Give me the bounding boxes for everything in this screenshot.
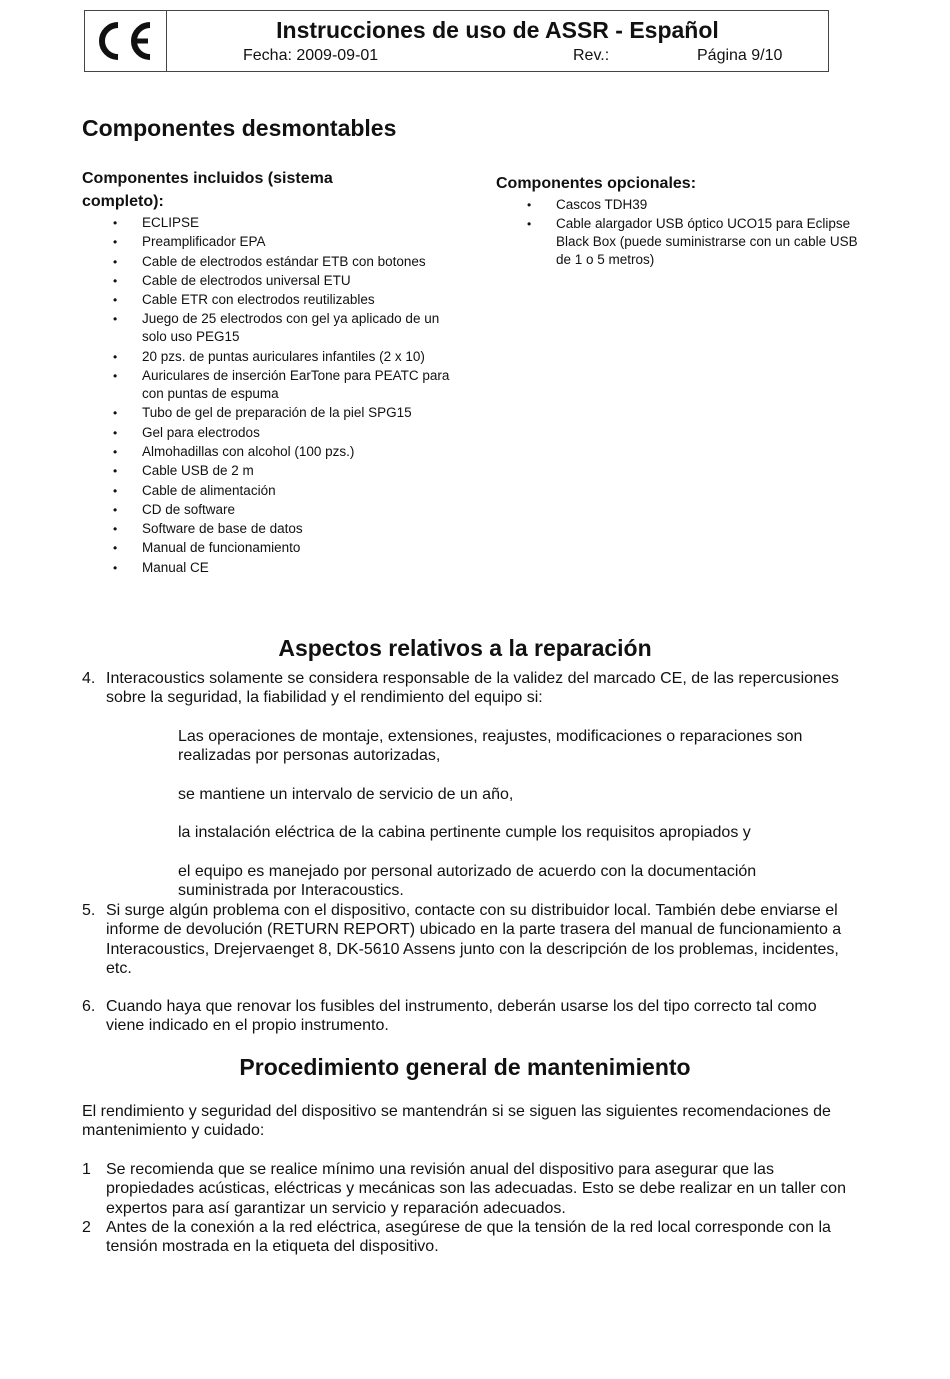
repair-condition: el equipo es manejado por personal autorizado de acuerdo con la documentación suministrada por Interacoustics. [178, 863, 757, 900]
optional-components-heading: Componentes opcionales: [496, 175, 697, 192]
maintenance-item-1: Se recomienda que se realice mínimo una revisión anual del dispositivo para asegurar que las propiedades acústicas, eléctricas y mecánicas son las adecuadas. Esto se debe realizar en un taller con expertos para así garantizar un servicio y reparación adecuados. [106, 1161, 846, 1217]
list-number: 5. [82, 902, 96, 919]
list-item: • Cable alargador USB óptico UCO15 para Eclipse Black Box (puede suministrarse con un cable USB de 1 o 5 metros) [496, 215, 866, 269]
list-number: 4. [82, 670, 96, 687]
repair-item-4: Interacoustics solamente se considera responsable de la validez del marcado CE, de las repercusiones sobre la seguridad, la fiabilidad y el rendimiento del equipo si: [106, 670, 839, 707]
included-components-list [82, 214, 462, 578]
list-item: • Almohadillas con alcohol (100 pzs.) [82, 443, 462, 461]
repair-condition: se mantiene un intervalo de servicio de un año, [178, 786, 514, 803]
page-number: Página 9/10 [697, 47, 783, 64]
repair-item-5: Si surge algún problema con el dispositivo, contacte con su distribuidor local. También debe enviarse el informe de devolución (RETURN REPORT) ubicado en la parte trasera del manual de funcionamiento a Interacoustics, Drejervaenget 8, DK-5610 Assens junto con la descripción de los problemas, incidentes, etc. [106, 902, 842, 977]
ce-mark-icon [94, 19, 156, 63]
list-item: • Tubo de gel de preparación de la piel SPG15 [82, 404, 462, 422]
repair-section-title: Aspectos relativos a la reparación [278, 635, 652, 661]
repair-condition: la instalación eléctrica de la cabina pertinente cumple los requisitos apropiados y [178, 824, 751, 841]
list-item: • Preamplificador EPA [82, 233, 462, 251]
maintenance-item-2: Antes de la conexión a la red eléctrica, asegúrese de que la tensión de la red local corresponde con la tensión mostrada en la etiqueta del dispositivo. [106, 1219, 831, 1256]
components-section-title: Componentes desmontables [82, 115, 397, 141]
list-item: • ECLIPSE [82, 214, 462, 232]
list-item: • Software de base de datos [82, 520, 462, 538]
list-item: • CD de software [82, 501, 462, 519]
list-number: 2 [82, 1219, 91, 1236]
maintenance-intro: El rendimiento y seguridad del dispositivo se mantendrán si se siguen las siguientes recomendaciones de mantenimiento y cuidado: [82, 1103, 831, 1140]
list-item: • Gel para electrodos [82, 424, 462, 442]
list-number: 1 [82, 1161, 91, 1178]
list-number: 6. [82, 998, 96, 1015]
list-item: • Cable USB de 2 m [82, 462, 462, 480]
list-item: • Cable de electrodos estándar ETB con botones [82, 253, 462, 271]
document-revision: Rev.: [573, 47, 610, 64]
repair-condition: Las operaciones de montaje, extensiones, reajustes, modificaciones o reparaciones son realizadas por personas autorizadas, [178, 728, 803, 765]
optional-components-list [496, 196, 866, 271]
maintenance-section-title: Procedimiento general de mantenimiento [239, 1054, 691, 1080]
document-date: Fecha: 2009-09-01 [243, 47, 379, 64]
list-item: • Cable de electrodos universal ETU [82, 272, 462, 290]
list-item: • 20 pzs. de puntas auriculares infantiles (2 x 10) [82, 348, 462, 366]
repair-item-6: Cuando haya que renovar los fusibles del instrumento, deberán usarse los del tipo correcto tal como viene indicado en el propio instrumento. [106, 998, 817, 1035]
list-item: • Juego de 25 electrodos con gel ya aplicado de un solo uso PEG15 [82, 310, 462, 346]
included-components-heading: Componentes incluidos (sistema completo): [82, 170, 333, 210]
list-item: • Manual de funcionamiento [82, 539, 462, 557]
list-item: • Manual CE [82, 559, 462, 577]
list-item: • Cascos TDH39 [496, 196, 866, 214]
page-header [84, 10, 829, 72]
ce-mark-logo [85, 11, 167, 71]
document-title: Instrucciones de uso de ASSR - Español [276, 17, 719, 43]
list-item: • Cable ETR con electrodos reutilizables [82, 291, 462, 309]
list-item: • Cable de alimentación [82, 482, 462, 500]
list-item: • Auriculares de inserción EarTone para PEATC para con puntas de espuma [82, 367, 462, 403]
